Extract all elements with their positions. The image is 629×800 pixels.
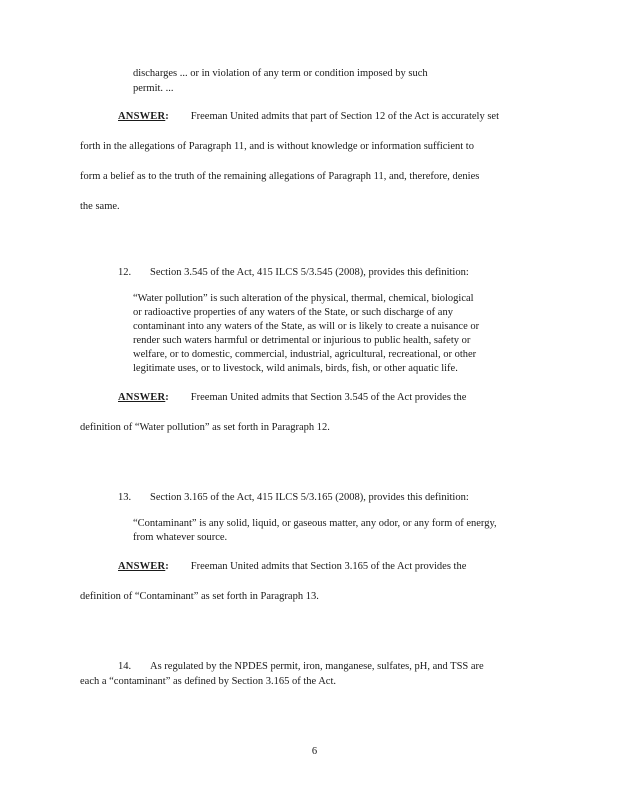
answer-12-first-line bbox=[118, 391, 466, 404]
paragraph-14 bbox=[118, 660, 484, 673]
answer-11-first-line bbox=[118, 110, 499, 123]
paragraph-line: each a “contaminant” as defined by Section 3.165 of the Act. bbox=[80, 676, 336, 687]
answer-text: Freeman United admits that Section 3.165 of the Act provides the bbox=[190, 561, 467, 572]
answer-colon: : bbox=[165, 111, 169, 122]
quote-line: legitimate uses, or to livestock, wild animals, birds, fish, or other aquatic life. bbox=[133, 363, 458, 374]
paragraph-number: 14. bbox=[118, 661, 132, 672]
paragraph-number: 12. bbox=[118, 267, 132, 278]
paragraph-number: 13. bbox=[118, 492, 132, 503]
quote-line: or radioactive properties of any waters of the State, or such discharge of any bbox=[133, 307, 453, 318]
quote-line: discharges ... or in violation of any term or condition imposed by such bbox=[133, 68, 428, 79]
answer-line: form a belief as to the truth of the remaining allegations of Paragraph 11, and, therefore, denies bbox=[80, 171, 480, 182]
answer-text: Freeman United admits that Section 3.545 of the Act provides the bbox=[190, 392, 467, 403]
answer-line: forth in the allegations of Paragraph 11, and is without knowledge or information sufficient to bbox=[80, 141, 474, 152]
quote-line: “Water pollution” is such alteration of the physical, thermal, chemical, biological bbox=[133, 293, 474, 304]
paragraph-text: Section 3.165 of the Act, 415 ILCS 5/3.165 (2008), provides this definition: bbox=[150, 492, 469, 503]
answer-13-first-line bbox=[118, 560, 466, 573]
quote-line: render such waters harmful or detrimental or injurious to public health, safety or bbox=[133, 335, 471, 346]
paragraph-12 bbox=[118, 266, 469, 279]
quote-line: from whatever source. bbox=[133, 532, 228, 543]
page-number: 6 bbox=[311, 746, 318, 757]
quote-line: contaminant into any waters of the State, as will or is likely to create a nuisance or bbox=[133, 321, 480, 332]
answer-label: ANSWER bbox=[118, 561, 166, 572]
answer-colon: : bbox=[165, 392, 169, 403]
answer-label: ANSWER bbox=[118, 111, 166, 122]
answer-line: the same. bbox=[80, 201, 120, 212]
paragraph-13 bbox=[118, 491, 469, 504]
answer-text: Freeman United admits that part of Section 12 of the Act is accurately set bbox=[190, 111, 499, 122]
quote-line: permit. ... bbox=[133, 83, 174, 94]
paragraph-text: As regulated by the NPDES permit, iron, manganese, sulfates, pH, and TSS are bbox=[150, 661, 484, 672]
answer-line: definition of “Contaminant” as set forth in Paragraph 13. bbox=[80, 591, 319, 602]
answer-colon: : bbox=[165, 561, 169, 572]
quote-line: welfare, or to domestic, commercial, industrial, agricultural, recreational, or other bbox=[133, 349, 477, 360]
answer-line: definition of “Water pollution” as set forth in Paragraph 12. bbox=[80, 422, 330, 433]
answer-label: ANSWER bbox=[118, 392, 166, 403]
paragraph-text: Section 3.545 of the Act, 415 ILCS 5/3.545 (2008), provides this definition: bbox=[150, 267, 469, 278]
quote-line: “Contaminant” is any solid, liquid, or gaseous matter, any odor, or any form of energy, bbox=[133, 518, 497, 529]
